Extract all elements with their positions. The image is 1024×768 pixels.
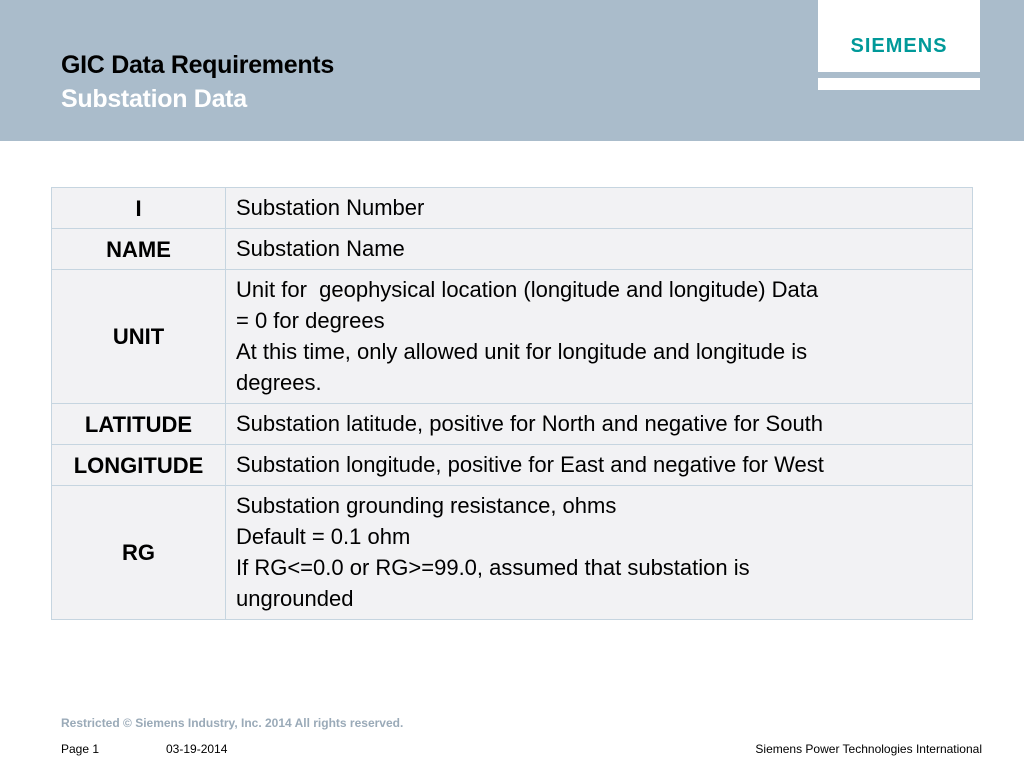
field-description	[226, 270, 973, 404]
description-line: Substation Number	[236, 195, 425, 220]
table-row	[52, 229, 973, 270]
description-line: At this time, only allowed unit for longitude and longitude is	[236, 339, 808, 364]
field-name: LATITUDE	[52, 404, 226, 445]
description-line: Unit for geophysical location (longitude and longitude) Data	[236, 277, 819, 302]
field-name: RG	[52, 486, 226, 620]
description-line: Default = 0.1 ohm	[236, 524, 411, 549]
slide-subtitle: Substation Data	[61, 85, 247, 113]
slide-title: GIC Data Requirements	[61, 51, 334, 79]
company-name: Siemens Power Technologies International	[755, 742, 982, 756]
logo-text: SIEMENS	[850, 35, 948, 57]
field-description	[226, 404, 973, 445]
description-line: Substation grounding resistance, ohms	[236, 493, 617, 518]
description-line: = 0 for degrees	[236, 308, 385, 333]
table-row	[52, 188, 973, 229]
copyright-notice: Restricted © Siemens Industry, Inc. 2014 All rights reserved.	[61, 716, 404, 730]
description-line: Substation longitude, positive for East and negative for West	[236, 452, 824, 477]
field-name: LONGITUDE	[52, 445, 226, 486]
table-row	[52, 404, 973, 445]
footer-date: 03-19-2014	[166, 742, 228, 756]
field-name: UNIT	[52, 270, 226, 404]
field-name: I	[52, 188, 226, 229]
description-line: degrees.	[236, 370, 322, 395]
field-description	[226, 445, 973, 486]
description-line: Substation latitude, positive for North and negative for South	[236, 411, 824, 436]
table-row	[52, 486, 973, 620]
description-line: Substation Name	[236, 236, 405, 261]
description-line: If RG<=0.0 or RG>=99.0, assumed that substation is	[236, 555, 750, 580]
description-line: ungrounded	[236, 586, 354, 611]
field-description	[226, 188, 973, 229]
table-row	[52, 270, 973, 404]
page-number: Page 1	[61, 742, 100, 756]
table-row	[52, 445, 973, 486]
field-name: NAME	[52, 229, 226, 270]
field-description	[226, 486, 973, 620]
logo-strip	[818, 78, 980, 90]
substation-data-table	[51, 187, 973, 620]
siemens-logo	[818, 0, 980, 72]
field-description	[226, 229, 973, 270]
